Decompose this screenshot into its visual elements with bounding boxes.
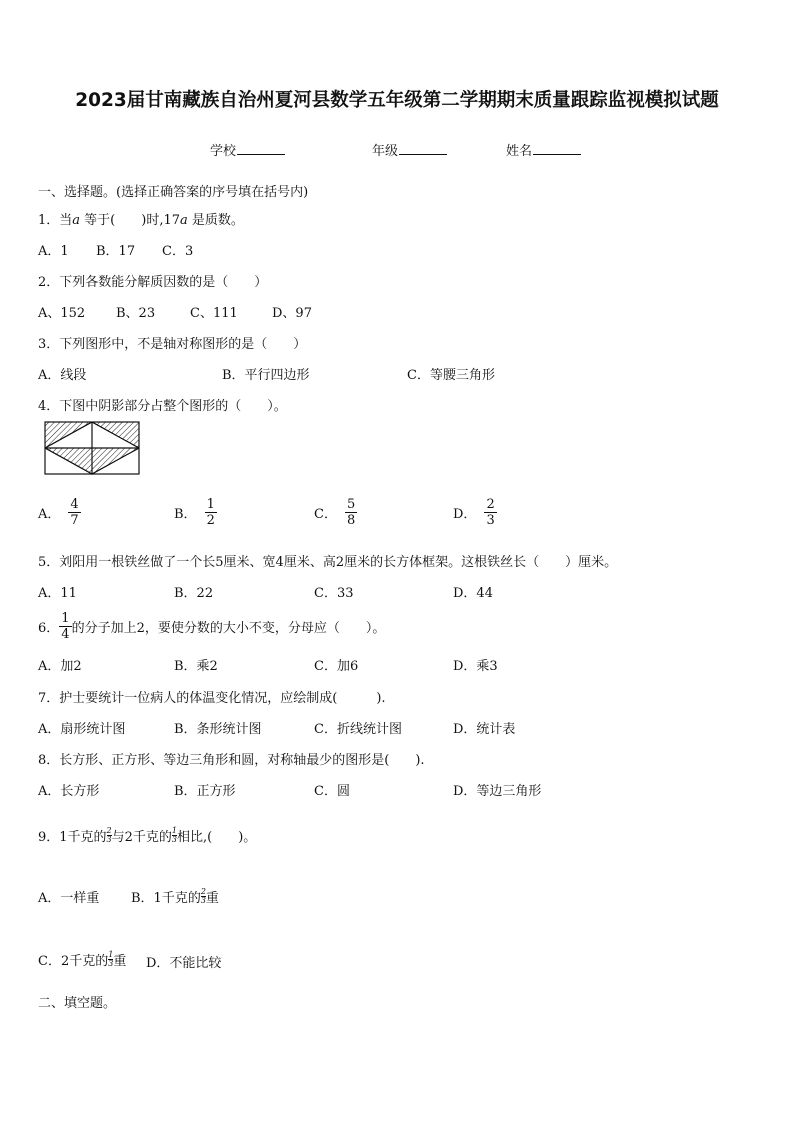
q5-option-d[interactable]: D．44 <box>453 586 493 601</box>
q3-option-a[interactable]: A．线段 <box>38 368 87 383</box>
q8-option-c[interactable]: C．圆 <box>314 784 350 799</box>
q5-option-a[interactable]: A．11 <box>38 586 77 601</box>
q4-option-d[interactable]: D． $\frac{2}{3}$ <box>453 497 495 528</box>
shaded-rectangle-figure <box>44 421 140 475</box>
q7-option-b[interactable]: B．条形统计图 <box>174 722 262 737</box>
school-label: 学校 <box>210 144 237 159</box>
q2-option-b[interactable]: B、23 <box>116 306 156 321</box>
q2-option-d[interactable]: D、97 <box>272 306 312 321</box>
q3-option-b[interactable]: B．平行四边形 <box>222 368 310 383</box>
q9-option-b[interactable]: B．1千克的 $\frac{2}{3}$ 重 <box>131 887 219 906</box>
q5-option-b[interactable]: B．22 <box>174 586 214 601</box>
question-3: 3．下列图形中，不是轴对称图形的是（ ） <box>38 337 307 352</box>
page-title: 2023届甘南藏族自治州夏河县数学五年级第二学期期末质量跟踪监视模拟试题 <box>75 90 719 111</box>
q5-option-c[interactable]: C．33 <box>314 586 354 601</box>
q7-option-c[interactable]: C．折线统计图 <box>314 722 402 737</box>
grade-field[interactable] <box>372 140 447 159</box>
q9-option-c[interactable]: C．2千克的 $\frac{1}{3}$ 重 <box>38 950 127 969</box>
q1-option-b[interactable]: B．17 <box>96 244 136 259</box>
q6-option-a[interactable]: A．加2 <box>38 659 82 674</box>
q9-option-a[interactable]: A．一样重 <box>38 891 100 906</box>
q2-option-a[interactable]: A、152 <box>38 306 86 321</box>
name-blank[interactable] <box>533 142 581 155</box>
name-field[interactable] <box>506 140 581 159</box>
grade-label: 年级 <box>372 144 399 159</box>
q4-option-a[interactable]: A． $\frac{4}{7}$ <box>38 497 79 528</box>
question-4: 4．下图中阴影部分占整个图形的（ ）。 <box>38 399 287 414</box>
question-5: 5．刘阳用一根铁丝做了一个长5厘米、宽4厘米、高2厘米的长方体框架。这根铁丝长（ ）厘米。 <box>38 555 618 570</box>
question-7: 7．护士要统计一位病人的体温变化情况，应绘制成( ). <box>38 691 386 706</box>
question-1: 1．当a 等于( )时,17a 是质数。 <box>38 213 244 228</box>
question-2: 2．下列各数能分解质因数的是（ ） <box>38 275 268 290</box>
q8-option-d[interactable]: D．等边三角形 <box>453 784 542 799</box>
q6-option-c[interactable]: C．加6 <box>314 659 359 674</box>
q3-option-c[interactable]: C．等腰三角形 <box>407 368 495 383</box>
question-8: 8．长方形、正方形、等边三角形和圆，对称轴最少的图形是( ). <box>38 753 425 768</box>
school-blank[interactable] <box>237 142 285 155</box>
q6-option-b[interactable]: B．乘2 <box>174 659 218 674</box>
q4-option-c[interactable]: C． $\frac{5}{8}$ <box>314 497 356 528</box>
q7-option-a[interactable]: A．扇形统计图 <box>38 722 126 737</box>
q2-option-c[interactable]: C、111 <box>190 306 238 321</box>
question-6: 6． $\frac{1}{4}$ 的分子加上2，要使分数的大小不变，分母应（ ）。 <box>38 611 386 642</box>
section-1-heading: 一、选择题。(选择正确答案的序号填在括号内) <box>38 185 309 200</box>
grade-blank[interactable] <box>399 142 447 155</box>
q7-option-d[interactable]: D．统计表 <box>453 722 516 737</box>
q8-option-b[interactable]: B．正方形 <box>174 784 236 799</box>
q9-option-d[interactable]: D．不能比较 <box>146 956 222 971</box>
q8-option-a[interactable]: A．长方形 <box>38 784 100 799</box>
school-field[interactable] <box>210 140 285 159</box>
q6-option-d[interactable]: D．乘3 <box>453 659 498 674</box>
q1-option-a[interactable]: A．1 <box>38 244 69 259</box>
q1-option-c[interactable]: C．3 <box>162 244 194 259</box>
section-2-heading: 二、填空题。 <box>38 996 117 1011</box>
question-9: 9．1千克的 $\frac{2}{3}$ 与2千克的 $\frac{1}{3}$ 相比,( )。 <box>38 826 257 845</box>
q4-option-b[interactable]: B． $\frac{1}{2}$ <box>174 497 215 528</box>
name-label: 姓名 <box>506 144 533 159</box>
